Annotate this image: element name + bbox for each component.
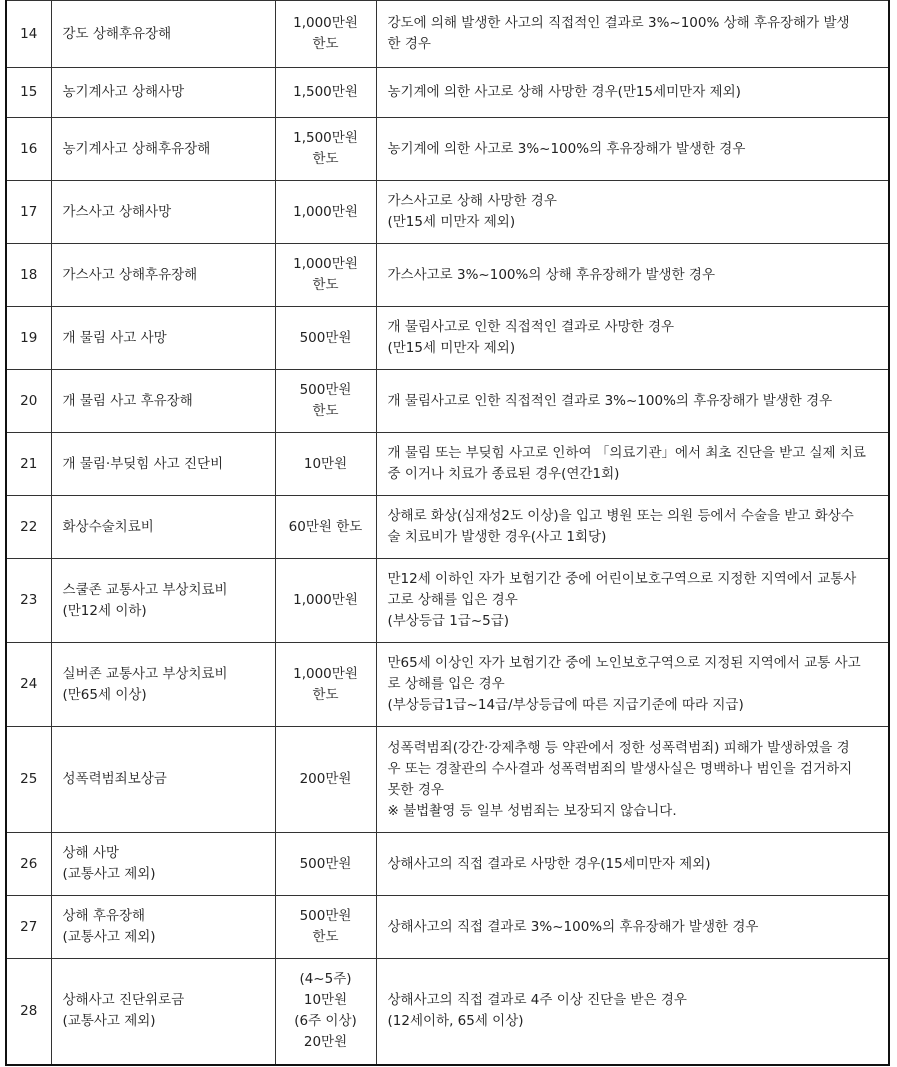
coverage-name-line: 스쿨존 교통사고 부상치료비: [62, 581, 228, 598]
coverage-description-line: (만15세 미만자 제외): [387, 340, 516, 356]
coverage-description: [376, 959, 889, 1065]
coverage-amount-line: 10만원: [303, 992, 348, 1009]
coverage-name: [51, 68, 275, 118]
coverage-amount-line: 한도: [312, 403, 339, 419]
table-row: [6, 496, 889, 559]
coverage-name: [51, 727, 275, 833]
row-number: 27: [6, 896, 51, 959]
row-number: 28: [6, 959, 51, 1065]
coverage-description-line: 성폭력범죄(강간·강제추행 등 약관에서 정한 성폭력범죄) 피해가 발생하였을 경: [387, 739, 850, 756]
coverage-name-line: 상해 사망: [62, 845, 119, 861]
row-number: 25: [6, 727, 51, 833]
coverage-description-line: 고로 상해를 입은 경우: [387, 592, 518, 608]
coverage-description-line: 만65세 이상인 자가 보험기간 중에 노인보호구역으로 지정된 지역에서 교통 사고: [387, 655, 861, 671]
coverage-description: [376, 118, 889, 181]
coverage-amount-line: 1,000만원: [293, 256, 358, 272]
coverage-amount-line: 1,000만원: [293, 665, 358, 682]
coverage-amount-line: 1,000만원: [293, 15, 358, 31]
coverage-name: [51, 181, 275, 244]
coverage-amount-line: 500만원: [299, 908, 352, 924]
table-row: [6, 68, 889, 118]
coverage-name-line: 가스사고 상해후유장해: [62, 266, 198, 283]
table-row: [6, 181, 889, 244]
table-row: [6, 370, 889, 433]
coverage-name-line: 강도 상해후유장해: [62, 25, 172, 42]
coverage-name-line: 가스사고 상해사망: [62, 203, 172, 220]
coverage-name-line: 농기계사고 상해후유장해: [62, 140, 211, 157]
coverage-description-line: 상해사고의 직접 결과로 사망한 경우(15세미만자 제외): [387, 855, 711, 872]
coverage-name: [51, 433, 275, 496]
row-number: 20: [6, 370, 51, 433]
coverage-amount-line: 1,500만원: [293, 84, 358, 100]
coverage-amount: [275, 118, 376, 181]
coverage-description-line: 가스사고로 3%~100%의 상해 후유장해가 발생한 경우: [387, 266, 716, 283]
coverage-description-line: 만12세 이하인 자가 보험기간 중에 어린이보호구역으로 지정한 지역에서 교통사: [387, 571, 857, 587]
coverage-amount: [275, 496, 376, 559]
table-row: [6, 244, 889, 307]
coverage-name-line: 화상수술치료비: [62, 518, 154, 535]
coverage-amount-line: 500만원: [299, 382, 352, 398]
coverage-name: [51, 496, 275, 559]
coverage-amount: [275, 181, 376, 244]
coverage-name: [51, 1, 275, 68]
coverage-amount-line: 한도: [312, 929, 339, 945]
coverage-description-line: 개 물림 또는 부딪힘 사고로 인하여 「의료기관」에서 최초 진단을 받고 실제 치료: [387, 445, 866, 461]
row-number: 19: [6, 307, 51, 370]
coverage-description-line: 우 또는 경찰관의 수사결과 성폭력범죄의 발생사실은 명백하나 범인을 검거하지: [387, 760, 853, 777]
coverage-table-body: [6, 1, 889, 1065]
coverage-amount: [275, 244, 376, 307]
coverage-description-line: ※ 불법촬영 등 일부 성범죄는 보장되지 않습니다.: [387, 802, 677, 819]
coverage-name: [51, 896, 275, 959]
coverage-description-line: (12세이하, 65세 이상): [387, 1013, 524, 1030]
coverage-description-line: 못한 경우: [387, 781, 444, 798]
coverage-name-line: (만12세 이하): [62, 602, 147, 619]
coverage-description: [376, 896, 889, 959]
coverage-amount-line: 한도: [312, 151, 339, 167]
coverage-description: [376, 833, 889, 896]
coverage-description-line: 중 이거나 치료가 종료된 경우(연간1회): [387, 466, 620, 482]
coverage-amount: [275, 307, 376, 370]
table-row: [6, 433, 889, 496]
coverage-amount: [275, 1, 376, 68]
coverage-description: [376, 68, 889, 118]
row-number: 17: [6, 181, 51, 244]
coverage-description-line: (부상등급1급~14급/부상등급에 따른 지급기준에 따라 지급): [387, 697, 744, 713]
coverage-description: [376, 496, 889, 559]
coverage-description: [376, 1, 889, 68]
coverage-description: [376, 181, 889, 244]
coverage-name: [51, 643, 275, 727]
row-number: 14: [6, 1, 51, 68]
coverage-name-line: 상해사고 진단위로금: [62, 992, 185, 1009]
coverage-amount: [275, 833, 376, 896]
coverage-description-line: 개 물림사고로 인한 직접적인 결과로 3%~100%의 후유장해가 발생한 경우: [387, 392, 833, 409]
coverage-amount-line: 60만원 한도: [288, 518, 363, 535]
table-row: [6, 118, 889, 181]
coverage-amount-line: 500만원: [299, 855, 352, 872]
coverage-amount: [275, 68, 376, 118]
coverage-amount: [275, 643, 376, 727]
row-number: 23: [6, 559, 51, 643]
coverage-amount-line: 한도: [312, 277, 339, 293]
coverage-name-line: 상해 후유장해: [62, 908, 146, 924]
coverage-description-line: (만15세 미만자 제외): [387, 214, 516, 230]
coverage-description-line: 개 물림사고로 인한 직접적인 결과로 사망한 경우: [387, 319, 675, 335]
coverage-description-line: 농기계에 의한 사고로 상해 사망한 경우(만15세미만자 제외): [387, 84, 741, 100]
coverage-description-line: 가스사고로 상해 사망한 경우: [387, 193, 557, 209]
table-row: [6, 959, 889, 1065]
coverage-amount: [275, 727, 376, 833]
coverage-description-line: 농기계에 의한 사고로 3%~100%의 후유장해가 발생한 경우: [387, 140, 746, 157]
coverage-name-line: (교통사고 제외): [62, 866, 156, 882]
coverage-name: [51, 370, 275, 433]
coverage-amount-line: 20만원: [303, 1034, 348, 1051]
coverage-amount-line: (6주 이상): [294, 1013, 357, 1030]
row-number: 24: [6, 643, 51, 727]
row-number: 22: [6, 496, 51, 559]
coverage-description: [376, 727, 889, 833]
coverage-amount: [275, 370, 376, 433]
coverage-description-line: 로 상해를 입은 경우: [387, 676, 505, 692]
row-number: 18: [6, 244, 51, 307]
coverage-amount: [275, 433, 376, 496]
coverage-name: [51, 307, 275, 370]
coverage-description: [376, 643, 889, 727]
coverage-description: [376, 559, 889, 643]
row-number: 15: [6, 68, 51, 118]
coverage-description: [376, 244, 889, 307]
coverage-name-line: 농기계사고 상해사망: [62, 84, 185, 100]
coverage-description: [376, 370, 889, 433]
row-number: 21: [6, 433, 51, 496]
coverage-amount-line: 1,000만원: [293, 203, 358, 220]
coverage-amount-line: 1,000만원: [293, 592, 358, 608]
coverage-name: [51, 559, 275, 643]
coverage-description-line: 강도에 의해 발생한 사고의 직접적인 결과로 3%~100% 상해 후유장해가 발생: [387, 15, 850, 31]
coverage-name-line: 개 물림 사고 후유장해: [62, 392, 193, 409]
coverage-amount-line: 200만원: [299, 771, 352, 787]
coverage-name-line: 성폭력범죄보상금: [62, 771, 167, 787]
coverage-name-line: 실버존 교통사고 부상치료비: [62, 665, 228, 682]
coverage-amount-line: 한도: [312, 686, 339, 703]
coverage-description-line: 상해로 화상(심재성2도 이상)을 입고 병원 또는 의원 등에서 수술을 받고 화상수: [387, 508, 854, 524]
table-row: [6, 727, 889, 833]
coverage-amount: [275, 959, 376, 1065]
coverage-amount-line: (4~5주): [299, 971, 352, 988]
coverage-amount-line: 한도: [312, 36, 339, 52]
coverage-amount: [275, 559, 376, 643]
row-number: 16: [6, 118, 51, 181]
table-row: [6, 1, 889, 68]
coverage-amount-line: 10만원: [303, 455, 348, 472]
coverage-name-line: (교통사고 제외): [62, 929, 156, 945]
coverage-name: [51, 833, 275, 896]
coverage-description-line: 상해사고의 직접 결과로 3%~100%의 후유장해가 발생한 경우: [387, 918, 759, 935]
coverage-description-line: 한 경우: [387, 36, 431, 52]
coverage-name-line: 개 물림 사고 사망: [62, 329, 167, 346]
coverage-name: [51, 959, 275, 1065]
row-number: 26: [6, 833, 51, 896]
coverage-amount-line: 1,500만원: [293, 130, 358, 146]
coverage-name-line: (만65세 이상): [62, 686, 147, 703]
coverage-table: [5, 0, 890, 1066]
coverage-amount-line: 500만원: [299, 329, 352, 346]
coverage-description: [376, 307, 889, 370]
coverage-name-line: 개 물림·부딪힘 사고 진단비: [62, 455, 224, 472]
coverage-name-line: (교통사고 제외): [62, 1013, 156, 1030]
table-row: [6, 833, 889, 896]
coverage-name: [51, 118, 275, 181]
table-row: [6, 896, 889, 959]
table-row: [6, 307, 889, 370]
table-row: [6, 643, 889, 727]
coverage-amount: [275, 896, 376, 959]
coverage-description-line: 상해사고의 직접 결과로 4주 이상 진단을 받은 경우: [387, 992, 687, 1009]
coverage-description-line: (부상등급 1급~5급): [387, 613, 510, 629]
table-row: [6, 559, 889, 643]
coverage-name: [51, 244, 275, 307]
coverage-description-line: 술 치료비가 발생한 경우(사고 1회당): [387, 529, 607, 545]
coverage-description: [376, 433, 889, 496]
